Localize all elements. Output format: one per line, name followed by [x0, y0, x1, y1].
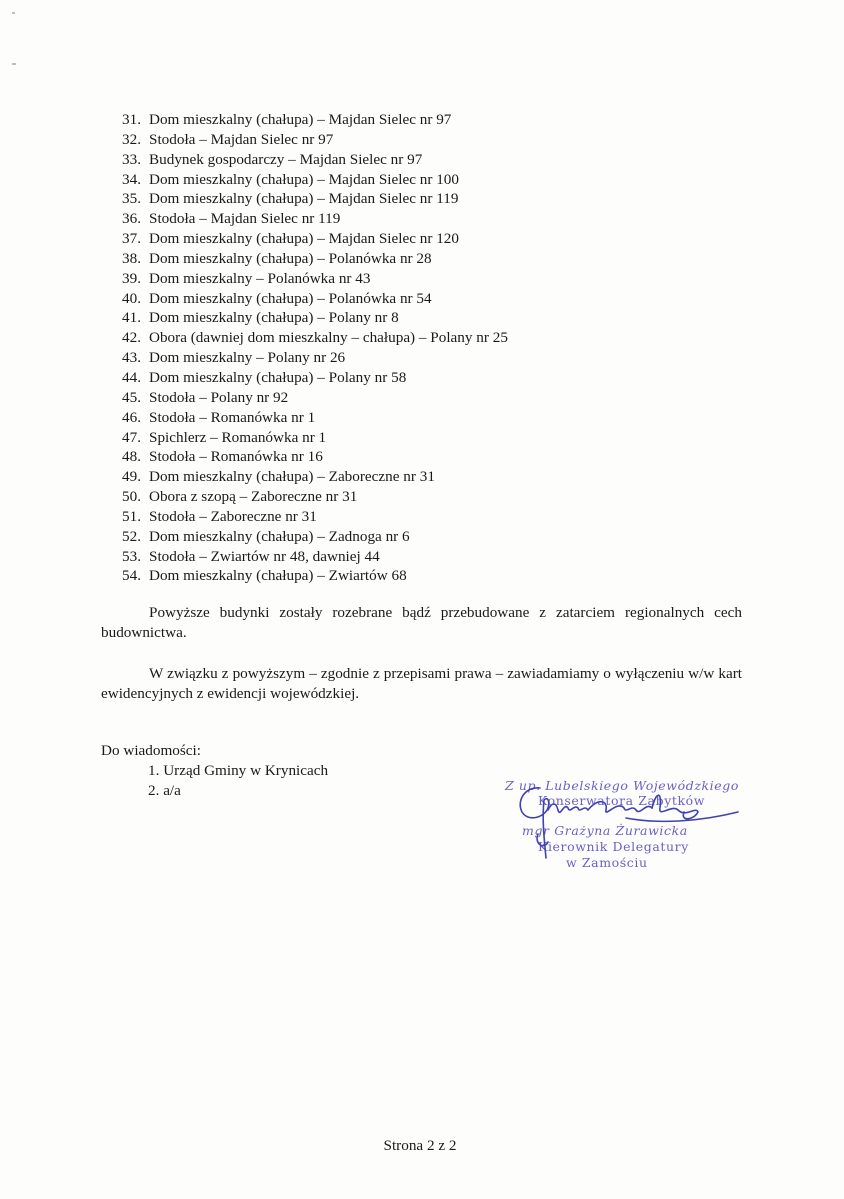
list-item-number: 48. — [122, 448, 141, 466]
list-item-text: Budynek gospodarczy – Majdan Sielec nr 97 — [149, 150, 423, 168]
list-item-text: Obora (dawniej dom mieszkalny – chałupa) – Polany nr 25 — [149, 329, 508, 347]
list-item — [122, 547, 508, 567]
list-item-text: Stodoła – Polany nr 92 — [149, 388, 289, 406]
list-item — [122, 170, 508, 190]
list-item — [122, 428, 508, 448]
list-item — [122, 467, 508, 487]
list-item-number: 37. — [122, 230, 141, 248]
list-item-text: Stodoła – Romanówka nr 16 — [149, 448, 323, 466]
paragraph-notification — [101, 664, 742, 704]
paragraph-text: Powyższe budynki zostały rozebrane bądź przebudowane z zatarciem regionalnych cech budownictwa. — [101, 604, 742, 641]
list-item — [122, 566, 508, 586]
list-item-text: Dom mieszkalny (chałupa) – Majdan Sielec nr 120 — [149, 230, 459, 248]
list-item-number: 47. — [122, 428, 141, 446]
page-number: Strona 2 z 2 — [383, 1137, 457, 1154]
list-item-text: Dom mieszkalny (chałupa) – Zadnoga nr 6 — [149, 527, 410, 545]
list-item-text: Dom mieszkalny (chałupa) – Majdan Sielec nr 97 — [149, 111, 452, 128]
list-item-text: Dom mieszkalny (chałupa) – Polanówka nr 28 — [149, 249, 432, 267]
list-item — [122, 487, 508, 507]
list-item-text: Dom mieszkalny (chałupa) – Polany nr 58 — [149, 368, 407, 386]
list-item — [122, 130, 508, 150]
list-item-text: Dom mieszkalny (chałupa) – Majdan Sielec nr 100 — [149, 170, 459, 188]
list-item — [122, 110, 508, 130]
distribution-title: Do wiadomości: — [101, 742, 201, 759]
list-item-text: Dom mieszkalny (chałupa) – Zaboreczne nr 31 — [149, 468, 435, 486]
list-item-number: 40. — [122, 289, 141, 307]
list-item-text: Stodoła – Zwiartów nr 48, dawniej 44 — [149, 547, 380, 565]
stamp-line: Z up. Lubelskiego Wojewódzkiego — [505, 778, 739, 793]
list-item-text: Spichlerz – Romanówka nr 1 — [149, 428, 327, 446]
list-item-text: Stodoła – Majdan Sielec nr 97 — [149, 130, 334, 148]
list-item — [122, 447, 508, 467]
stamp-line: mgr Grażyna Żurawicka — [522, 823, 688, 838]
list-item — [122, 229, 508, 249]
list-item-text: Stodoła – Zaboreczne nr 31 — [149, 507, 317, 525]
list-item-number: 44. — [122, 368, 141, 386]
list-item-number: 33. — [122, 150, 141, 168]
list-item-number: 39. — [122, 269, 141, 287]
list-item — [122, 527, 508, 547]
list-item-text: Stodoła – Romanówka nr 1 — [149, 408, 316, 426]
list-item-number: 52. — [122, 527, 141, 545]
list-item — [122, 507, 508, 527]
list-item-number: 43. — [122, 349, 141, 367]
list-item — [122, 348, 508, 368]
list-item — [122, 308, 508, 328]
list-item-text: Dom mieszkalny (chałupa) – Zwiartów 68 — [149, 567, 407, 585]
list-item — [122, 408, 508, 428]
list-item-text: Dom mieszkalny (chałupa) – Majdan Sielec nr 119 — [149, 190, 459, 208]
demolished-buildings-list — [122, 110, 508, 586]
scan-speck — [12, 12, 15, 14]
list-item — [122, 249, 508, 269]
list-item — [122, 209, 508, 229]
stamp-line: Konserwatora Zabytków — [538, 793, 706, 808]
list-item-number: 38. — [122, 249, 141, 267]
list-item-number: 46. — [122, 408, 141, 426]
scan-speck — [12, 63, 16, 65]
paragraph-demolition-note — [101, 603, 742, 643]
list-item-number: 42. — [122, 329, 141, 347]
list-item-number: 31. — [122, 111, 141, 128]
list-item — [122, 269, 508, 289]
list-item-text: Dom mieszkalny – Polany nr 26 — [149, 349, 346, 367]
list-item — [122, 328, 508, 348]
list-item-number: 51. — [122, 507, 141, 525]
list-item-number: 41. — [122, 309, 141, 327]
official-stamp — [500, 778, 740, 878]
list-item-number: 32. — [122, 130, 141, 148]
list-item-number: 54. — [122, 567, 141, 585]
list-item-number: 53. — [122, 547, 141, 565]
list-item-text: Stodoła – Majdan Sielec nr 119 — [149, 210, 341, 228]
distribution-item: 2. a/a — [148, 782, 181, 799]
distribution-item: 1. Urząd Gminy w Krynicach — [148, 762, 329, 779]
list-item-text: Dom mieszkalny – Polanówka nr 43 — [149, 269, 371, 287]
list-item-number: 34. — [122, 170, 141, 188]
list-item — [122, 388, 508, 408]
list-item — [122, 289, 508, 309]
paragraph-text: W związku z powyższym – zgodnie z przepisami prawa – zawiadamiamy o wyłączeniu w/w kart ewidencyjnych z ewidencji wojewódzkiej. — [101, 665, 742, 702]
list-item-text: Dom mieszkalny (chałupa) – Polanówka nr 54 — [149, 289, 432, 307]
stamp-line: Kierownik Delegatury — [538, 839, 689, 854]
list-item-number: 45. — [122, 388, 141, 406]
list-item-text: Obora z szopą – Zaboreczne nr 31 — [149, 488, 358, 506]
list-item — [122, 368, 508, 388]
distribution-list — [148, 761, 328, 801]
list-item-number: 35. — [122, 190, 141, 208]
stamp-line: w Zamościu — [566, 855, 648, 870]
list-item — [122, 150, 508, 170]
page-footer — [0, 1137, 844, 1155]
list-item-number: 49. — [122, 468, 141, 486]
list-item-number: 50. — [122, 488, 141, 506]
list-item — [122, 189, 508, 209]
list-item-text: Dom mieszkalny (chałupa) – Polany nr 8 — [149, 309, 399, 327]
list-item-number: 36. — [122, 210, 141, 228]
